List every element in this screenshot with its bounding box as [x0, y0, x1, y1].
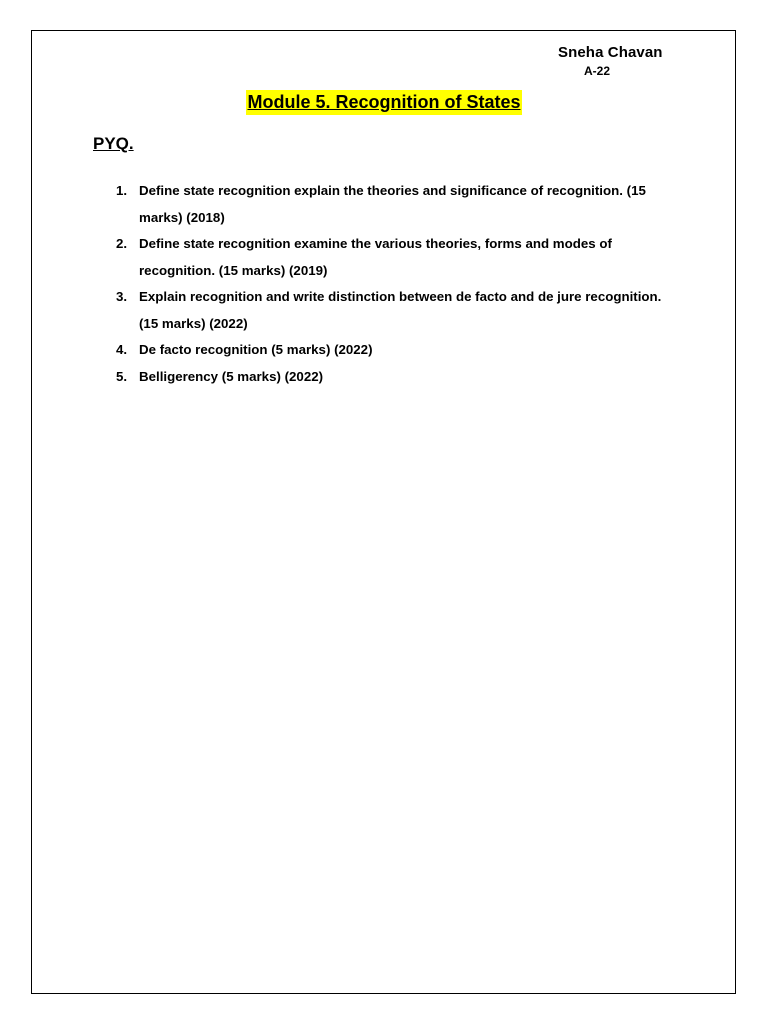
- list-item: [112, 284, 672, 337]
- question-list: [112, 178, 672, 390]
- item-text: Define state recognition explain the theories and significance of recognition. (15 marks) (2018): [139, 183, 646, 225]
- item-text: Define state recognition examine the various theories, forms and modes of recognition. (15 marks) (2019): [139, 236, 612, 278]
- item-number: 5.: [116, 368, 128, 384]
- item-number: 3.: [116, 289, 128, 304]
- section-heading: PYQ.: [93, 134, 134, 153]
- document-title: Module 5. Recognition of States: [246, 90, 521, 115]
- item-number: 1.: [116, 183, 128, 198]
- item-text: De facto recognition (5 marks) (2022): [139, 342, 373, 357]
- item-text: Belligerency (5 marks) (2022): [139, 368, 324, 384]
- page-border: [31, 30, 736, 994]
- list-item: [112, 231, 672, 284]
- roll-number: A-22: [584, 64, 611, 78]
- item-number: 4.: [116, 342, 128, 357]
- item-number: 2.: [116, 236, 128, 251]
- list-item: [112, 337, 672, 364]
- item-text: Explain recognition and write distinction between de facto and de jure recognition.(15 marks) (2022): [139, 289, 662, 331]
- list-item: [112, 178, 672, 231]
- title-container: [0, 90, 768, 115]
- author-name: Sneha Chavan: [558, 44, 663, 61]
- list-item: [112, 364, 672, 391]
